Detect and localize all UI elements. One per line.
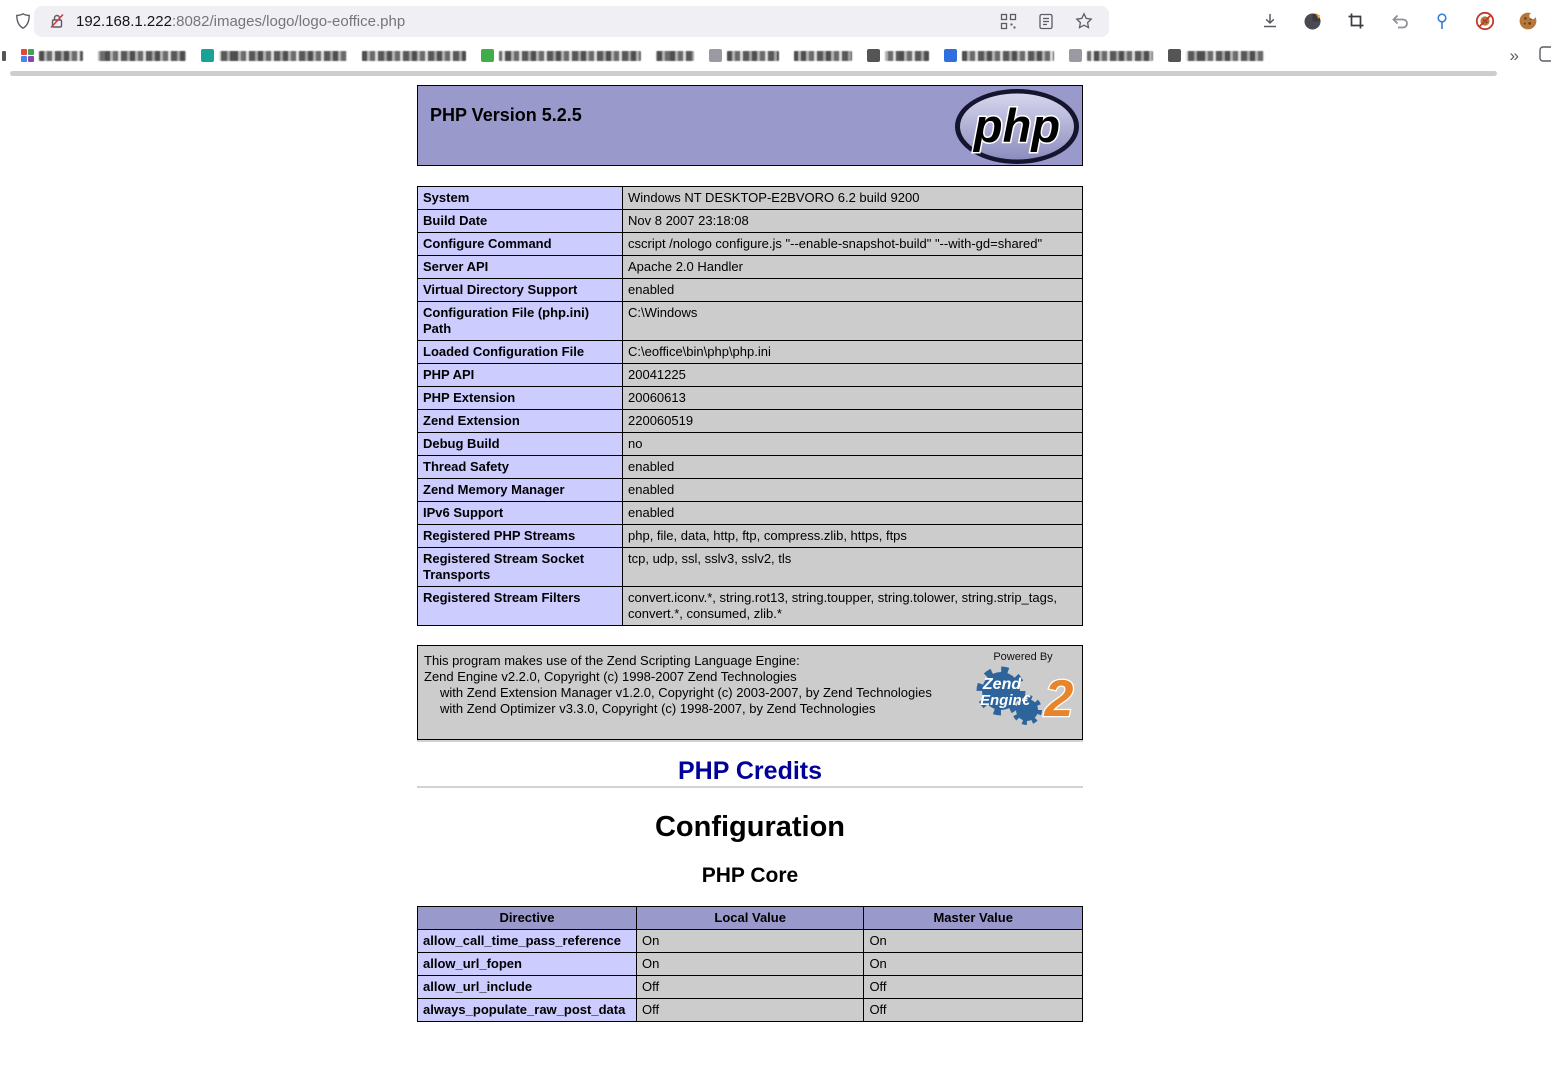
info-label: IPv6 Support xyxy=(418,502,623,525)
info-value: enabled xyxy=(623,502,1083,525)
toolbar-bottom-shadow xyxy=(10,71,1497,76)
core-row xyxy=(418,953,1083,976)
bookmark-item[interactable] xyxy=(362,51,466,61)
bookmark-favicon xyxy=(709,49,722,62)
info-label: Registered Stream Socket Transports xyxy=(418,548,623,587)
qr-code-icon[interactable] xyxy=(995,8,1021,34)
core-master: Off xyxy=(864,976,1083,999)
cookie-icon[interactable] xyxy=(1515,8,1541,34)
insecure-lock-icon[interactable] xyxy=(44,8,70,34)
core-local: On xyxy=(636,930,863,953)
core-header-master: Master Value xyxy=(864,907,1083,930)
php-credits-link[interactable]: PHP Credits xyxy=(677,757,823,785)
bookmark-item[interactable] xyxy=(794,51,852,61)
php-credits-block xyxy=(417,757,1083,786)
bookmark-item[interactable] xyxy=(98,51,186,61)
info-row xyxy=(418,502,1083,525)
core-master: Off xyxy=(864,999,1083,1022)
info-row xyxy=(418,410,1083,433)
info-row xyxy=(418,548,1083,587)
privacy-extension-icon[interactable] xyxy=(1300,8,1326,34)
core-table-header-row xyxy=(418,907,1083,930)
bookmark-label-redacted xyxy=(39,51,83,61)
bookmark-item[interactable] xyxy=(656,51,694,61)
info-label: Configuration File (php.ini) Path xyxy=(418,302,623,341)
bookmark-item[interactable] xyxy=(21,49,83,62)
core-directive: allow_url_fopen xyxy=(418,953,637,976)
info-row xyxy=(418,479,1083,502)
download-icon[interactable] xyxy=(1257,8,1283,34)
bookmark-label-redacted xyxy=(727,51,779,61)
core-header-local: Local Value xyxy=(636,907,863,930)
shield-icon[interactable] xyxy=(14,12,32,30)
bookmark-favicon xyxy=(21,49,34,62)
zend-logo-area xyxy=(968,651,1078,726)
bookmark-label-redacted xyxy=(656,51,694,61)
php-core-table xyxy=(417,906,1083,1022)
url-path: :8082/images/logo/logo-eoffice.php xyxy=(171,12,406,30)
info-row xyxy=(418,587,1083,626)
info-row xyxy=(418,525,1083,548)
php-version-header xyxy=(417,85,1083,166)
pin-icon[interactable] xyxy=(1429,8,1455,34)
info-row xyxy=(418,433,1083,456)
info-label: Registered Stream Filters xyxy=(418,587,623,626)
bookmark-label-redacted xyxy=(1186,51,1264,61)
info-label: PHP Extension xyxy=(418,387,623,410)
zend-credit-line: Zend Engine v2.2.0, Copyright (c) 1998-2007 Zend Technologies xyxy=(424,669,797,684)
bookmark-favicon xyxy=(1168,49,1181,62)
svg-text:2: 2 xyxy=(1044,670,1074,726)
phpinfo-page xyxy=(0,85,1551,1022)
core-directive: allow_url_include xyxy=(418,976,637,999)
info-value: tcp, udp, ssl, sslv3, sslv2, tls xyxy=(623,548,1083,587)
undo-icon[interactable] xyxy=(1386,8,1412,34)
info-label: Virtual Directory Support xyxy=(418,279,623,302)
bookmark-label-redacted xyxy=(219,51,347,61)
bookmark-label-redacted xyxy=(1087,51,1153,61)
info-value: enabled xyxy=(623,279,1083,302)
browser-chrome xyxy=(0,0,1551,76)
bookmark-star-icon[interactable] xyxy=(1071,8,1097,34)
php-core-heading: PHP Core xyxy=(701,864,799,887)
core-local: Off xyxy=(636,976,863,999)
bookmark-favicon xyxy=(201,49,214,62)
info-label: Server API xyxy=(418,256,623,279)
bookmark-item[interactable] xyxy=(944,49,1054,62)
bookmark-label-redacted xyxy=(98,51,186,61)
core-local: Off xyxy=(636,999,863,1022)
core-row xyxy=(418,976,1083,999)
info-value: Apache 2.0 Handler xyxy=(623,256,1083,279)
core-master: On xyxy=(864,930,1083,953)
info-label: Zend Memory Manager xyxy=(418,479,623,502)
info-label: Zend Extension xyxy=(418,410,623,433)
configuration-heading: Configuration xyxy=(654,811,846,843)
bookmark-favicon xyxy=(944,49,957,62)
info-label: Build Date xyxy=(418,210,623,233)
address-bar-row xyxy=(0,0,1551,42)
bookmark-item[interactable] xyxy=(867,49,929,62)
bookmark-favicon xyxy=(1069,49,1082,62)
info-value: cscript /nologo configure.js "--enable-snapshot-build" "--with-gd=shared" xyxy=(623,233,1083,256)
info-row xyxy=(418,210,1083,233)
bookmark-favicon xyxy=(867,49,880,62)
core-row xyxy=(418,999,1083,1022)
core-directive: always_populate_raw_post_data xyxy=(418,999,637,1022)
core-master: On xyxy=(864,953,1083,976)
bookmarks-bar xyxy=(0,42,1551,69)
core-local: On xyxy=(636,953,863,976)
info-value: 20060613 xyxy=(623,387,1083,410)
bookmark-label-redacted xyxy=(962,51,1054,61)
extension-toolbar xyxy=(1257,8,1541,34)
bookmark-item[interactable] xyxy=(1168,49,1264,62)
php-version-title: PHP Version 5.2.5 xyxy=(430,105,582,125)
reader-mode-icon[interactable] xyxy=(1033,8,1059,34)
info-label: PHP API xyxy=(418,364,623,387)
svg-text:php: php xyxy=(973,99,1061,152)
php-logo xyxy=(953,87,1081,166)
divider xyxy=(417,786,1083,788)
info-row xyxy=(418,387,1083,410)
php-info-table xyxy=(417,186,1083,626)
bookmark-item[interactable] xyxy=(481,49,641,62)
clipped-bookmark-fragment xyxy=(2,51,6,61)
url-field[interactable] xyxy=(34,6,1109,37)
bookmark-item[interactable] xyxy=(201,49,347,62)
info-row xyxy=(418,341,1083,364)
zend-credit-line: with Zend Extension Manager v1.2.0, Copyright (c) 2003-2007, by Zend Technologies xyxy=(440,685,932,700)
info-row xyxy=(418,279,1083,302)
core-header-directive: Directive xyxy=(418,907,637,930)
info-value: 220060519 xyxy=(623,410,1083,433)
bookmark-label-redacted xyxy=(885,51,929,61)
url-text[interactable] xyxy=(76,13,995,30)
svg-text:Engin€: Engin€ xyxy=(979,692,1031,709)
bookmark-item[interactable] xyxy=(709,49,779,62)
svg-text:Zend: Zend xyxy=(982,676,1022,693)
info-label: System xyxy=(418,187,623,210)
screenshot-crop-icon[interactable] xyxy=(1343,8,1369,34)
zend-credit-line: with Zend Optimizer v3.3.0, Copyright (c) 1998-2007, by Zend Technologies xyxy=(440,701,876,716)
info-value: convert.iconv.*, string.rot13, string.toupper, string.tolower, string.strip_tags, convert.*, consumed, zlib.* xyxy=(623,587,1083,626)
core-directive: allow_call_time_pass_reference xyxy=(418,930,637,953)
info-row xyxy=(418,456,1083,479)
info-value: no xyxy=(623,433,1083,456)
info-value: 20041225 xyxy=(623,364,1083,387)
core-row xyxy=(418,930,1083,953)
info-row xyxy=(418,302,1083,341)
divider xyxy=(417,740,1083,742)
info-value: enabled xyxy=(623,479,1083,502)
bookmark-label-redacted xyxy=(362,51,466,61)
info-value: Windows NT DESKTOP-E2BVORO 6.2 build 9200 xyxy=(623,187,1083,210)
info-row xyxy=(418,187,1083,210)
info-label: Loaded Configuration File xyxy=(418,341,623,364)
bookmark-favicon xyxy=(481,49,494,62)
info-value: Nov 8 2007 23:18:08 xyxy=(623,210,1083,233)
block-cookies-icon[interactable] xyxy=(1472,8,1498,34)
info-label: Configure Command xyxy=(418,233,623,256)
info-label: Registered PHP Streams xyxy=(418,525,623,548)
info-value: C:\eoffice\bin\php\php.ini xyxy=(623,341,1083,364)
zend-credit-line: This program makes use of the Zend Scripting Language Engine: xyxy=(424,653,800,668)
info-value: php, file, data, http, ftp, compress.zlib, https, ftps xyxy=(623,525,1083,548)
info-row xyxy=(418,233,1083,256)
bookmark-item[interactable] xyxy=(1069,49,1153,62)
info-value: C:\Windows xyxy=(623,302,1083,341)
bookmark-label-redacted xyxy=(794,51,852,61)
info-row xyxy=(418,364,1083,387)
info-row xyxy=(418,256,1083,279)
clipped-toolbar-icon xyxy=(1539,46,1551,62)
info-label: Debug Build xyxy=(418,433,623,456)
zend-engine-logo[interactable] xyxy=(968,664,1078,726)
bookmark-label-redacted xyxy=(499,51,641,61)
bookmarks-overflow-chevron[interactable]: » xyxy=(1509,45,1517,65)
info-label: Thread Safety xyxy=(418,456,623,479)
zend-credits-box xyxy=(417,645,1083,740)
url-domain: 192.168.1.222 xyxy=(76,12,172,30)
powered-by-label: Powered By xyxy=(993,651,1053,663)
info-value: enabled xyxy=(623,456,1083,479)
